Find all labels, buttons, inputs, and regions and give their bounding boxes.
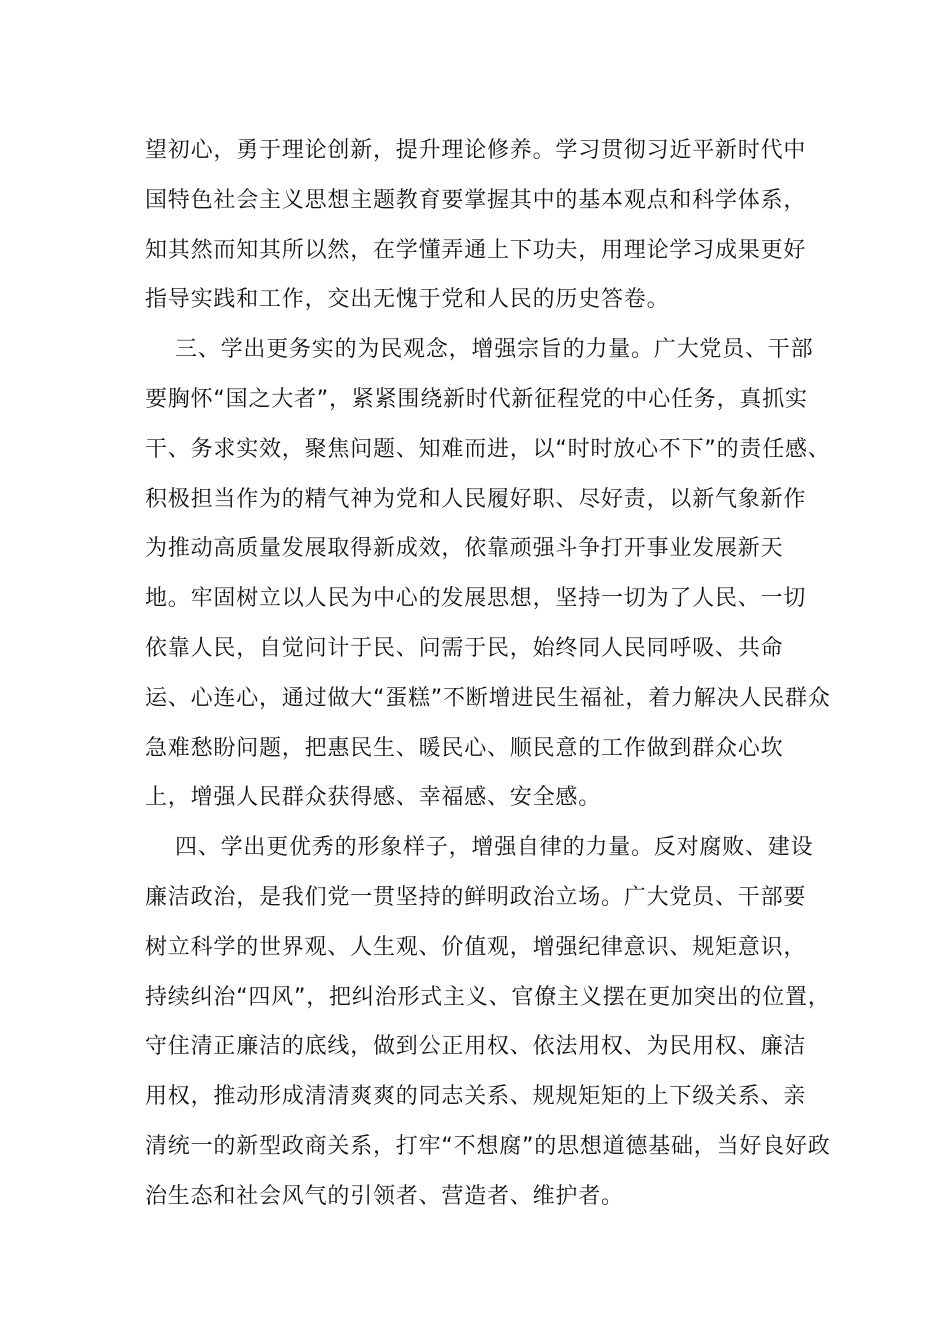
section-four-heading-line: 四、学出更优秀的形象样子，增强自律的力量。反对腐败、建设 [175,835,814,861]
text-line: 知其然而知其所以然，在学懂弄通上下功夫，用理论学习成果更好 [145,237,807,263]
text-line: 指导实践和工作，交出无愧于党和人民的历史答卷。 [145,287,670,313]
body-text [145,126,831,1222]
text-line: 上，增强人民群众获得感、幸福感、安全感。 [145,785,602,811]
text-line: 干、务求实效，聚焦问题、知难而进，以“时时放心不下”的责任感、 [145,436,831,462]
text-line: 廉洁政治，是我们党一贯坚持的鲜明政治立场。广大党员、干部要 [145,884,807,910]
text-line: 望初心，勇于理论创新，提升理论修养。学习贯彻习近平新时代中 [145,138,807,163]
text-line: 依靠人民，自觉问计于民、问需于民，始终同人民同呼吸、共命 [145,635,784,661]
text-line: 守住清正廉洁的底线，做到公正用权、依法用权、为民用权、廉洁 [145,1034,807,1060]
text-line: 树立科学的世界观、人生观、价值观，增强纪律意识、规矩意识， [145,934,807,960]
text-line: 治生态和社会风气的引领者、营造者、维护者。 [145,1183,624,1209]
text-line: 要胸怀“国之大者”，紧紧围绕新时代新征程党的中心任务，真抓实 [145,386,808,412]
text-line: 急难愁盼问题，把惠民生、暖民心、顺民意的工作做到群众心坎 [145,735,784,761]
section-three-heading-line: 三、学出更务实的为民观念，增强宗旨的力量。广大党员、干部 [175,337,814,363]
text-line: 运、心连心，通过做大“蛋糕”不断增进民生福祉，着力解决人民群众 [145,685,831,711]
text-line: 持续纠治“四风”，把纠治形式主义、官僚主义摆在更加突出的位置， [145,984,831,1010]
text-line: 用权，推动形成清清爽爽的同志关系、规规矩矩的上下级关系、亲 [145,1084,807,1110]
text-line: 积极担当作为的精气神为党和人民履好职、尽好责，以新气象新作 [145,486,807,512]
text-line: 清统一的新型政商关系，打牢“不想腐”的思想道德基础，当好良好政 [145,1133,831,1159]
text-line: 为推动高质量发展取得新成效，依靠顽强斗争打开事业发展新天 [145,536,784,562]
text-line: 国特色社会主义思想主题教育要掌握其中的基本观点和科学体系， [145,187,807,213]
text-line: 地。牢固树立以人民为中心的发展思想，坚持一切为了人民、一切 [145,586,807,612]
